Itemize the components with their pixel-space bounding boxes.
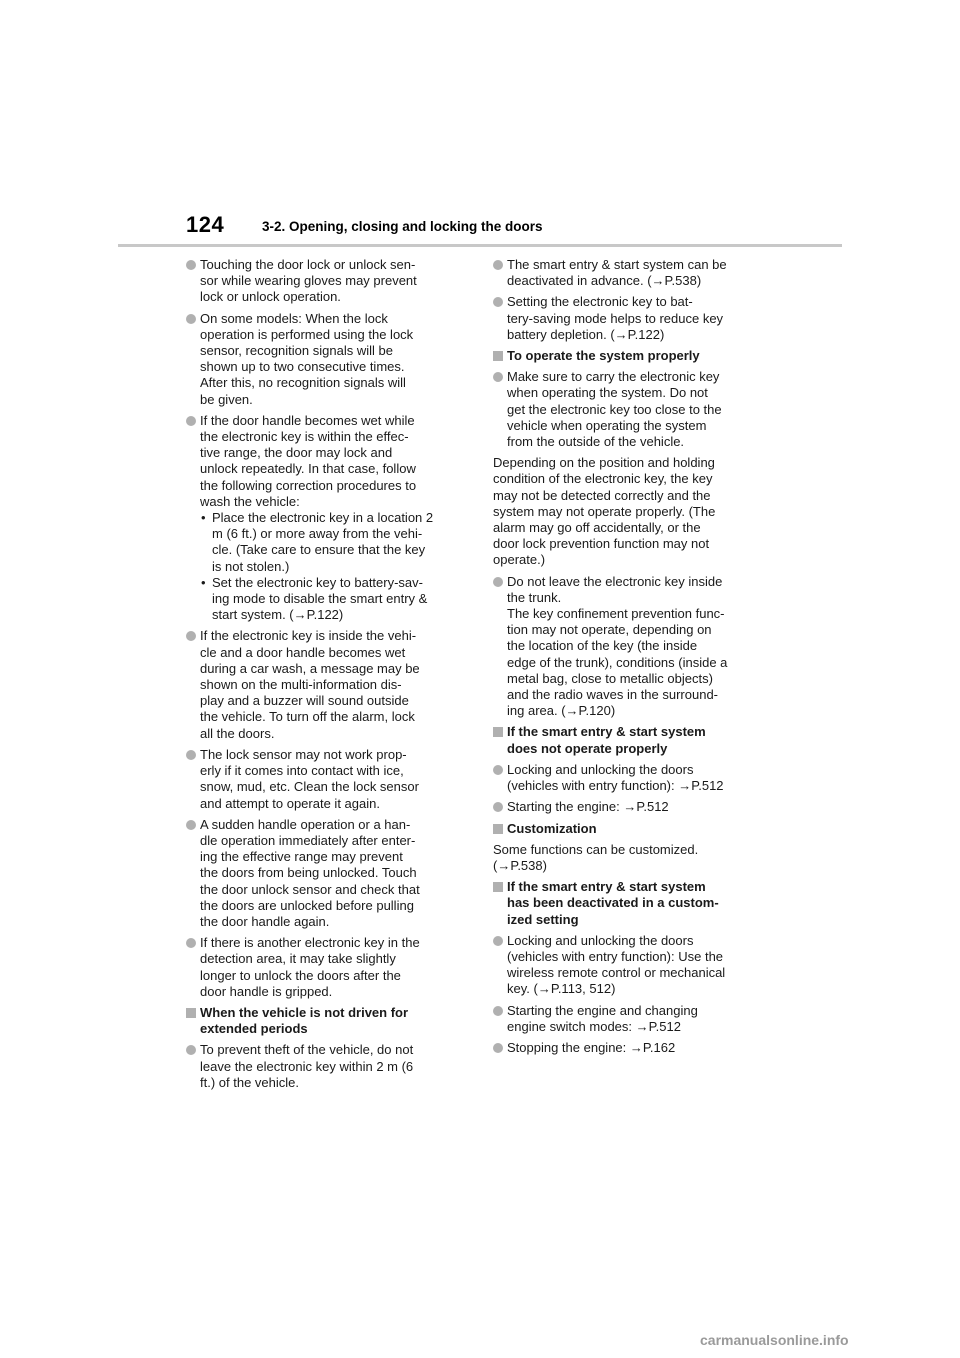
list-item [493,1040,773,1056]
bullet-icon [186,631,196,641]
subheading-text: If the smart entry & start system does not operate properly [507,724,706,756]
bullet-icon [186,314,196,324]
bullet-icon [186,820,196,830]
bullet-icon [186,416,196,426]
bullet-icon [493,802,503,812]
list-item [493,1003,773,1035]
list-item [493,574,773,720]
bullet-icon [186,260,196,270]
sub-bullet-icon: • [201,510,206,526]
sub-list-item [200,575,466,624]
list-item-text: Setting the electronic key to bat- tery-saving mode helps to reduce key battery depletion. (→P.122) [507,294,724,342]
subheading [493,724,773,756]
list-item [186,311,466,408]
square-bullet-icon [493,824,503,834]
list-item [186,628,466,741]
page-header [0,0,960,250]
bullet-icon [493,260,503,270]
list-item-text: Make sure to carry the electronic key when operating the system. Do not get the electronic key too close to the vehicle when operating the system from the outside of the vehicle. [507,369,722,450]
bullet-icon [186,1045,196,1055]
list-item-text: Starting the engine: →P.512 [507,799,669,815]
paragraph: Depending on the position and holding condition of the electronic key, the key may not be detected correctly and the system may not operate properly. (The alarm may go off accidentally, or the door lock prevention function may not operate.) [493,455,716,568]
list-item-text: A sudden handle operation or a han- dle operation immediately after enter- ing the effective range may prevent the doors from being unlocked. Touch the door unlock sensor and check that the doors are unlocked before pulling the door handle again. [200,816,420,929]
section-title: 3-2. Opening, closing and locking the doors [262,219,543,234]
list-item [186,257,466,306]
list-item [493,799,773,815]
list-item [493,257,773,289]
subheading [493,348,773,364]
bullet-icon [493,1006,503,1016]
list-item [186,935,466,1000]
bullet-icon [493,936,503,946]
sub-bullet-icon: • [201,574,206,590]
square-bullet-icon [493,882,503,892]
watermark: carmanualsonline.info [700,1332,849,1348]
paragraph: Some functions can be customized. (→P.538) [493,841,699,873]
page-number: 124 [186,212,225,237]
list-item-text: Stopping the engine: →P.162 [507,1039,676,1055]
list-item-text: Locking and unlocking the doors (vehicles with entry function): →P.512 [507,761,724,794]
list-item-text: On some models: When the lock operation is performed using the lock sensor, recognition signals will be shown up to two consecutive times. After this, no recognition signals will be given. [200,310,414,407]
subheading [186,1005,466,1037]
list-item-text: If there is another electronic key in the detection area, it may take slightly longer to unlock the doors after the door handle is gripped. [200,935,420,999]
list-item [186,817,466,930]
square-bullet-icon [186,1008,196,1018]
header-divider [118,244,842,247]
list-item [493,369,773,450]
bullet-icon [186,750,196,760]
square-bullet-icon [493,351,503,361]
sub-list-item-text: Place the electronic key in a location 2 m (6 ft.) or more away from the vehi- cle. (Take care to ensure that the key is not stolen.) [212,510,434,574]
bullet-icon [493,577,503,587]
list-item [186,747,466,812]
subheading-text: If the smart entry & start system has been deactivated in a custom- ized setting [507,879,719,927]
list-item-text: If the electronic key is inside the vehi- cle and a door handle becomes wet during a car wash, a message may be shown on the multi-information dis- play and a buzzer will sound outside the vehicle. To turn off the alarm, lock all the doors. [200,628,420,741]
bullet-icon [493,372,503,382]
bullet-icon [493,297,503,307]
subheading-text: Customization [507,820,597,836]
list-item [186,1042,466,1091]
list-item-text: If the door handle becomes wet while the electronic key is within the effec- tive range, the door may lock and unlock repeatedly. In that case, follow the following correction procedures to wash the vehicle: [200,412,417,509]
sub-list-item [200,510,466,575]
list-item-text: Starting the engine and changing engine switch modes: →P.512 [507,1002,698,1034]
list-item-text: To prevent theft of the vehicle, do not leave the electronic key within 2 m (6 ft.) of the vehicle. [200,1042,414,1090]
subheading-text: To operate the system properly [507,348,700,364]
sub-list-item-text: Set the electronic key to battery-sav- ing mode to disable the smart entry & start system. (→P.122) [212,574,428,623]
list-item [186,413,466,624]
list-item-text: Locking and unlocking the doors (vehicles with entry function): Use the wireless remote control or mechanical key. (→P.113, 512) [507,932,726,997]
right-column [493,257,773,1061]
subheading [493,879,773,928]
bullet-icon [493,765,503,775]
bullet-icon [493,1043,503,1053]
subheading [493,821,773,837]
subheading-text: When the vehicle is not driven for extended periods [200,1004,409,1037]
list-item [493,933,773,998]
square-bullet-icon [493,727,503,737]
list-item-text: Touching the door lock or unlock sen- sor while wearing gloves may prevent lock or unlock operation. [200,257,417,305]
left-column [186,257,466,1096]
list-item-text: The lock sensor may not work prop- erly if it comes into contact with ice, snow, mud, etc. Clean the lock sensor and attempt to operate it again. [200,746,419,811]
list-item-text: The smart entry & start system can be deactivated in advance. (→P.538) [507,257,727,289]
list-item-text: Do not leave the electronic key inside the trunk. The key confinement prevention func- tion may not operate, depending on the location of the key (the inside edge of the trunk), conditions (inside a metal bag, close to metallic objects) and the radio waves in the surround- ing area. (→P.120) [507,573,728,719]
list-item [493,294,773,343]
bullet-icon [186,938,196,948]
list-item [493,762,773,794]
